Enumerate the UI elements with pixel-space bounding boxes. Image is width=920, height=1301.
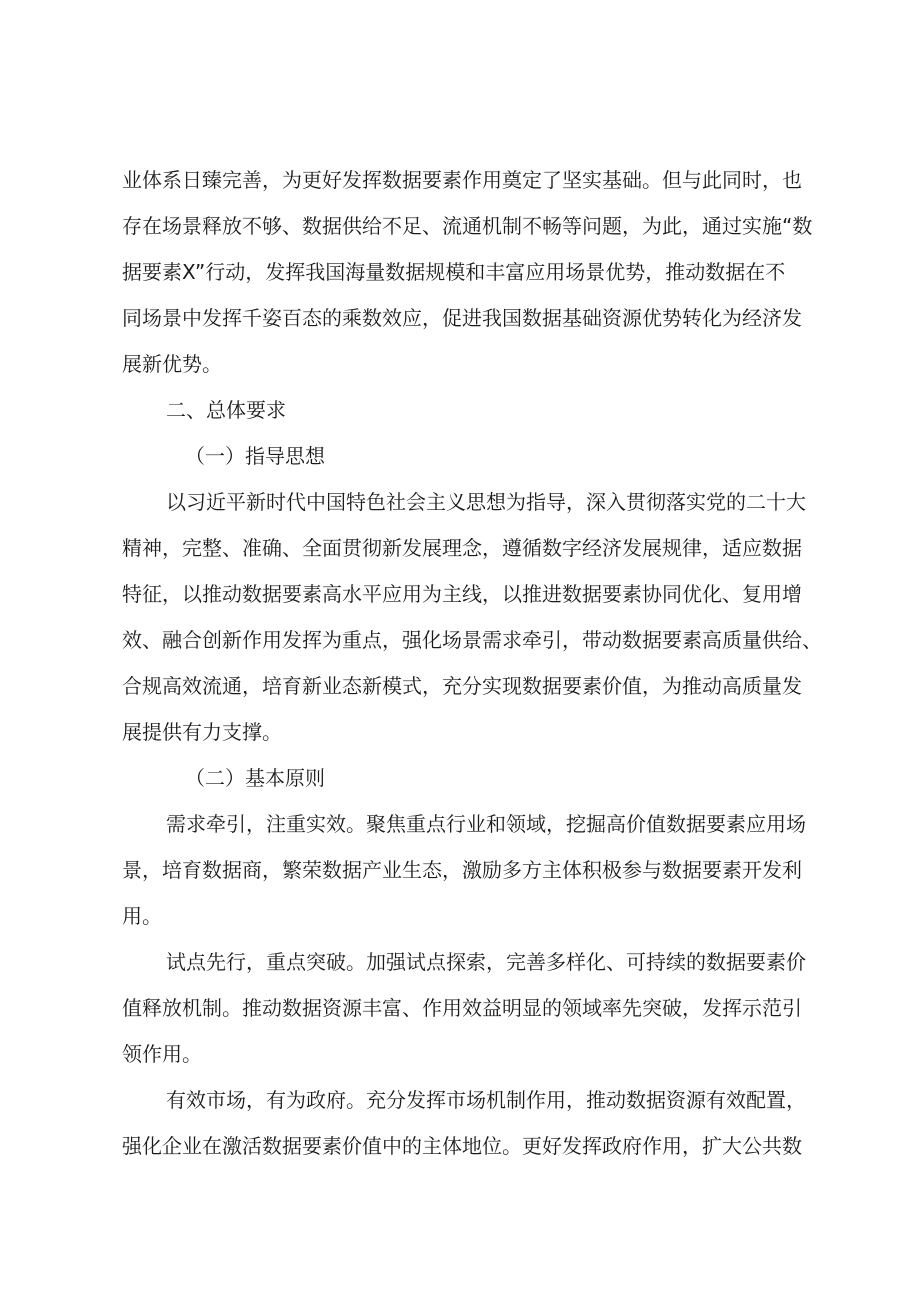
- paragraph-line: 精神，完整、准确、全面贯彻新发展理念，遵循数字经济发展规律，适应数据: [122, 536, 802, 560]
- paragraph-line: 效、融合创新作用发挥为重点，强化场景需求牵引，带动数据要素高质量供给、: [122, 628, 822, 652]
- paragraph-line: 值释放机制。推动数据资源丰富、作用效益明显的领域率先突破，发挥示范引: [122, 996, 802, 1020]
- paragraph-line: 用。: [122, 904, 162, 928]
- paragraph-line: 景，培育数据商，繁荣数据产业生态，激励多方主体积极参与数据要素开发利: [122, 858, 802, 882]
- paragraph-line: 有效市场，有为政府。充分发挥市场机制作用，推动数据资源有效配置，: [166, 1088, 806, 1112]
- paragraph-line: 需求牵引，注重实效。聚焦重点行业和领域，挖掘高价值数据要素应用场: [166, 812, 806, 836]
- paragraph-line: 业体系日臻完善，为更好发挥数据要素作用奠定了坚实基础。但与此同时，也: [122, 168, 802, 192]
- subsection-heading: （二）基本原则: [185, 766, 325, 790]
- paragraph-line: 展新优势。: [122, 352, 222, 376]
- paragraph-line: 以习近平新时代中国特色社会主义思想为指导，深入贯彻落实党的二十大: [166, 490, 806, 514]
- paragraph-line: 存在场景释放不够、数据供给不足、流通机制不畅等问题，为此，通过实施“数: [122, 214, 813, 238]
- subsection-heading: （一）指导思想: [185, 444, 325, 468]
- paragraph-line: 领作用。: [122, 1042, 202, 1066]
- paragraph-line: 强化企业在激活数据要素价值中的主体地位。更好发挥政府作用，扩大公共数: [122, 1134, 802, 1158]
- section-heading: 二、总体要求: [166, 398, 286, 422]
- paragraph-line: 同场景中发挥千姿百态的乘数效应，促进我国数据基础资源优势转化为经济发: [122, 306, 802, 330]
- paragraph-line: 试点先行，重点突破。加强试点探索，完善多样化、可持续的数据要素价: [166, 950, 806, 974]
- paragraph-line: 展提供有力支撑。: [122, 720, 282, 744]
- paragraph-line: 合规高效流通，培育新业态新模式，充分实现数据要素价值，为推动高质量发: [122, 674, 802, 698]
- paragraph-line: 据要素X”行动，发挥我国海量数据规模和丰富应用场景优势，推动数据在不: [122, 260, 786, 284]
- paragraph-line: 特征，以推动数据要素高水平应用为主线，以推进数据要素协同优化、复用增: [122, 582, 802, 606]
